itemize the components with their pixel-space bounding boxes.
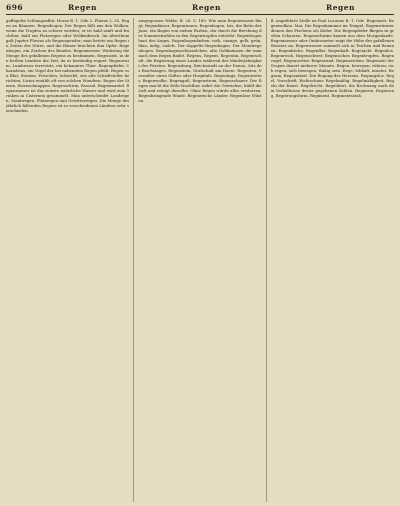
text-column-2 [138,18,261,502]
text-columns [6,18,394,502]
header-rule [6,14,394,15]
column-divider [133,18,134,502]
column-2-text: ausgegossen Wolke. B. 26. S. 180. Wie man Regenwasser fängt; Regenfässer, Regenrinnen. Regenbogen, Iris, die Botin der Juno, ein Bogen von sieben Farben, der durch die Brechung der Sonnenstrahlen in den Regentropfen entsteht. Regenbogenhaut des Auges. Regenbogenfarben: roth, orange, gelb, grün, blau, indig, violett. Der doppelte Regenbogen. Der Mondregenbogen. Regenbogenschüsselchen, alte Goldmünzen die man nach dem Regen findet. Regens, Regent, Regentin, Regentschaft, die Regierung eines Landes während der Minderjährigkeit des Fürsten. Regensburg, Reichsstadt an der Donau, Sitz des Reichstages. Regenstein, Grafschaft am Harze. Regenten, Verwalter eines Stiftes oder Hospitals. Regentage, Regenwetter, Regenwolke. Regenguß. Regenstrom. Regenschauer. Der Regen macht die Erde fruchtbar, nährt die Gewächse, kühlt die Luft und reinigt dieselbe. Ohne Regen würde alles verdorren. Regenbringende Winde. Regenreiche Länder. Regenlose Wüsten. [138,18,262,103]
column-3-text: B. angeführte Stelle an Paul Lucanus B. 1. Ode. Regenzeit. Regenwolken. Mai, Die Regenkammer im Tempel. Regenwürmer dienen den Fischern als Köder. Die Regenpfeifer fliegen in großen Schaaren. Regenschirme kamen aus dem Morgenlande. Regenmesser oder Ombrometer zeigt die Höhe des gefallenen Wassers an. Regenwasser sammelt sich in Teichen und Brunnen. Regenbäche. Regenflut. Regenhaft. Regenicht. Regenlos. Regenreich. Regenschwer. Regensicher. Regentropfen. Regenvogel. Regenwetter. Regenwind. Regenzeichen. Regenzeit der Tropen dauert mehrere Monate. Regen, bewegen, rühren; sich regen, sich bewegen, thätig sein. Rege, lebhaft, munter. Regsam, Regsamkeit. Die Regung des Herzens. Regungslos. Regel, Vorschrift, Richtschnur. Regelmäßig, Regelmäßigkeit. Regeln der Kunst. Regelrecht. Regeldetri, die Rechnung nach dem Verhältnisse dreier gegebenen Zahlen. Regieren, Regierung, Regierungsform, Regiment, Regimentsstab. [270,18,394,98]
column-1-text: geflügelte Schlangenflut. Horaz B. 1. Ode 2. Plinius 2, 35. Regen an Bäumen. Regenbogen. Der Regen fällt aus den Wolken, wenn die Tropfen zu schwer werden; er ist bald sanft und fruchtbar, bald ein Platzregen oder Wolkenbruch. Im Alterthum galt Jupiter Pluvius als Regenspender; man betete um Regen in Zeiten der Dürre, und die Römer brachten ihm Opfer. Regenbogen, ein Zeichen des Bundes. Regenmesser, Werkzeug die Menge des gefallenen Regens zu bestimmen. Regenzeit, in den heißen Ländern die Zeit, da es beständig regnet. Regenwurm, Lumbricus terrestris, ein bekanntes Thier. Regenpfeifer, Charadrius, ein Vogel der bei nahendem Regen pfeift. Regen von Blut, Steinen, Fröschen, Schwefel, wie alte Schriftsteller berichten; Livius erzählt oft von solchen Wundern. Regen der Sterne, Sternschnuppen. Regenschirm, Parasol. Regenmantel. Regenwasser ist das reinste natürliche Wasser und wird zum Trinken in Cisternen gesammelt. Man unterscheidet Landregen, Staubregen, Platzregen und Gewitterregen. Die Menge des jährlich fallenden Regens ist in verschiedenen Ländern sehr verschieden. [6,18,130,113]
text-column-1 [6,18,129,502]
column-divider [266,18,267,502]
running-head-center: Regen [192,3,221,12]
page-number: 696 [6,3,24,12]
running-head-right: Regen [326,3,355,12]
running-head-left: Regen [68,3,97,12]
text-column-3 [271,18,394,502]
